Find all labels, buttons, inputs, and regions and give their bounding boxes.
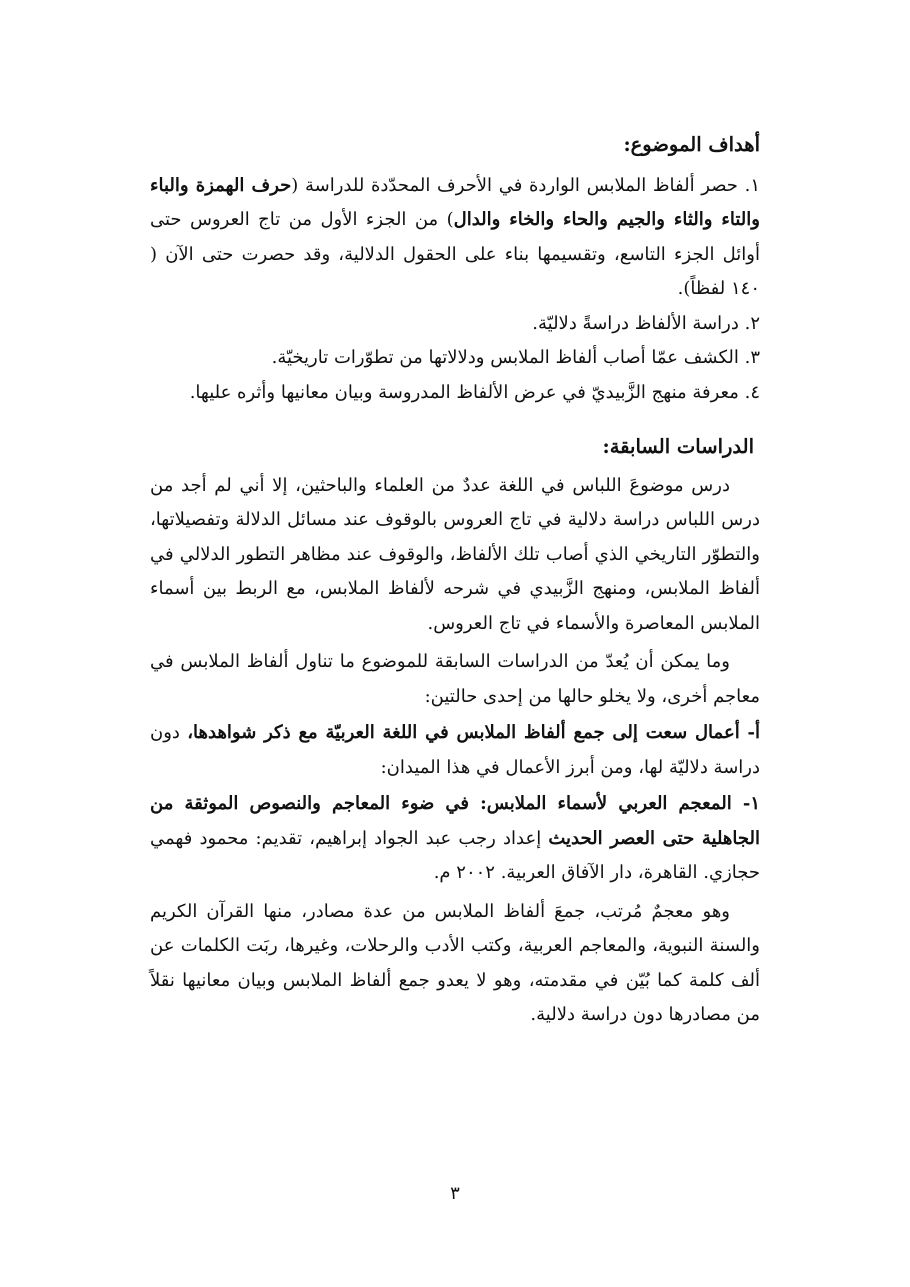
page-number: ٣ <box>450 1183 460 1204</box>
objective-item-1-bold: حرف الهمزة والباء والتاء والثاء والجيم والحاء والخاء والدال <box>150 174 760 230</box>
work-entry-1-details: إعداد رجب عبد الجواد إبراهيم، تقديم: محمود فهمي حجازي. القاهرة، دار الآفاق العربية. ٢٠٠٢ م. <box>150 827 760 883</box>
objective-item-4: ٤. معرفة منهج الزَّبيديّ في عرض الألفاظ المدروسة وبيان معانيها وأثره عليها. <box>189 381 760 403</box>
previous-studies-paragraph-1: درس موضوعَ اللباس في اللغة عددٌ من العلماء والباحثين، إلا أني لم أجد من درس اللباس دراسة دلالية في تاج العروس بالوقوف عند مسائل الدلالة وتفصيلاتها، والتطوّر التاريخي الذي أصاب تلك الألفاظ، والوقوف عند مظاهر التطور الدلالي في ألفاظ الملابس، ومنهج الزَّبيدي في شرحه لألفاظ الملابس، مع الربط بين أسماء الملابس المعاصرة والأسماء في تاج العروس. <box>150 474 760 634</box>
previous-studies-paragraph-2: وما يمكن أن يُعدّ من الدراسات السابقة للموضوع ما تناول ألفاظ الملابس في معاجم أخرى، ولا يخلو حالها من إحدى حالتين: <box>150 651 760 707</box>
objective-item-2: ٢. دراسة الألفاظ دراسةً دلاليّة. <box>532 312 760 334</box>
objectives-heading: أهداف الموضوع: <box>623 133 760 156</box>
previous-studies-heading: الدراسات السابقة: <box>602 435 754 458</box>
objective-item-3: ٣. الكشف عمّا أصاب ألفاظ الملابس ودلالاتها من تطوّرات تاريخيّة. <box>271 347 760 368</box>
category-a <box>150 716 760 785</box>
category-a-bold: أ- أعمال سعت إلى جمع ألفاظ الملابس في اللغة العربيّة مع ذكر شواهدها، <box>187 722 760 743</box>
objective-item-1 <box>150 169 760 307</box>
objective-item-1-end: ) من الجزء الأول من تاج العروس حتى أوائل الجزء التاسع، وتقسيمها بناء على الحقول الدلالية، وقد حصرت حتى الآن ( ١٤٠ لفظاً). <box>150 209 760 299</box>
page-body <box>150 128 760 1033</box>
category-a-rest: دون دراسة دلاليّة لها، ومن أبرز الأعمال في هذا الميدان: <box>150 722 760 778</box>
work-entry-1 <box>150 787 760 891</box>
previous-studies-paragraph-3: وهو معجمٌ مُرتب، جمعَ ألفاظ الملابس من عدة مصادر، منها القرآن الكريم والسنة النبوية، والمعاجم العربية، وكتب الأدب والرحلات، وغيرها، ربَت الكلمات عن ألف كلمة كما بُيّن في مقدمته، وهو لا يعدو جمع ألفاظ الملابس وبيان معانيها نقلاً من مصادرها دون دراسة دلالية. <box>150 900 760 1025</box>
work-entry-1-title: ١- المعجم العربي لأسماء الملابس: في ضوء المعاجم والنصوص الموثقة من الجاهلية حتى العصر الحديث <box>150 793 760 849</box>
objective-item-1-start: ١. حصر ألفاظ الملابس الواردة في الأحرف المحدّدة للدراسة ( <box>291 174 761 196</box>
